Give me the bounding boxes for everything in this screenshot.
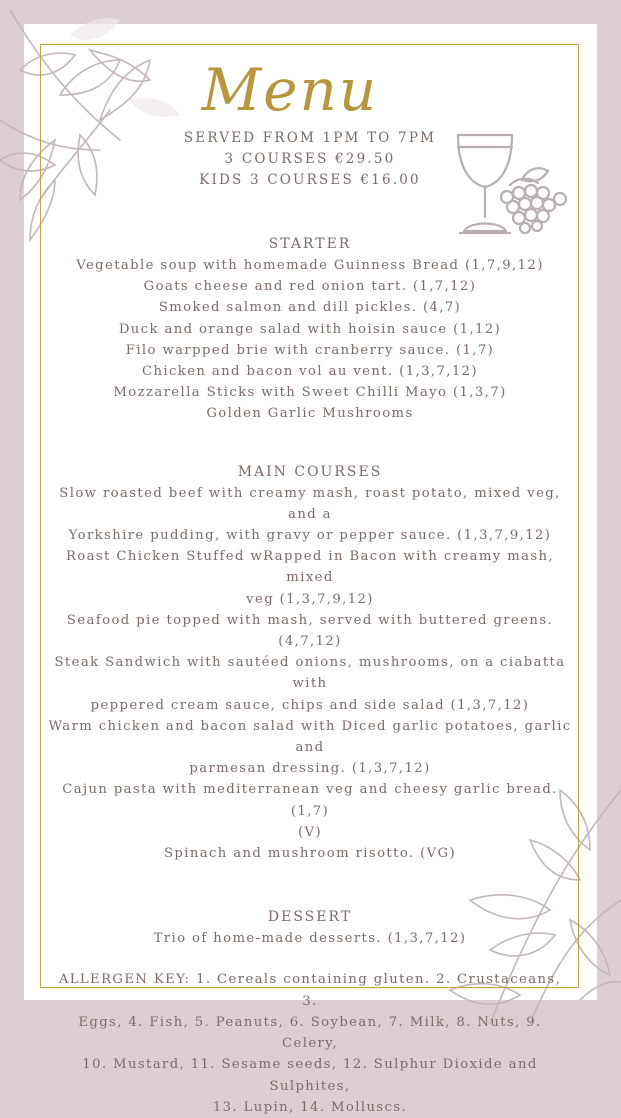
dessert-section (48, 906, 572, 949)
starter-section (48, 233, 572, 425)
service-hours: SERVED FROM 1PM TO 7PM (183, 130, 437, 146)
menu-item: Smoked salmon and dill pickles. (4,7) (158, 300, 462, 316)
menu-item: Vegetable soup with homemade Guinness Bread (1,7,9,12) (76, 258, 544, 273)
allergen-line: ALLERGEN KEY: 1. Cereals containing gluten. 2. Crustaceans, 3. (58, 972, 562, 1009)
menu-item: Trio of home-made desserts. (1,3,7,12) (153, 931, 467, 947)
menu-item: Goats cheese and red onion tart. (1,7,12) (143, 279, 477, 295)
menu-item: Cajun pasta with mediterranean veg and cheesy garlic bread. (1,7) (62, 782, 558, 819)
menu-item: (V) (297, 824, 322, 840)
menu-item: Filo warpped brie with cranberry sauce. (1,7) (125, 342, 495, 358)
menu-title: Menu (201, 56, 379, 124)
main-courses-section (48, 461, 572, 865)
menu-item: Chicken and bacon vol au vent. (1,3,7,12) (142, 364, 478, 380)
menu-item: Golden Garlic Mushrooms (206, 406, 414, 422)
allergen-key (48, 969, 572, 1117)
service-info (48, 128, 572, 191)
menu-item: peppered cream sauce, chips and side salad (1,3,7,12) (90, 697, 530, 713)
menu-item: Seafood pie topped with mash, served with buttered greens. (4,7,12) (66, 612, 554, 650)
allergen-line: 10. Mustard, 11. Sesame seeds, 12. Sulphur Dioxide and Sulphites, (82, 1057, 538, 1094)
section-heading: STARTER (268, 236, 352, 252)
menu-item: Mozzarella Sticks with Sweet Chilli Mayo (1,3,7) (113, 385, 507, 401)
menu-item: Spinach and mushroom risotto. (VG) (163, 846, 457, 862)
menu-item: Roast Chicken Stuffed wRapped in Bacon with creamy mash, mixed (65, 549, 555, 586)
menu-item: veg (1,3,7,9,12) (246, 591, 374, 607)
allergen-line: Eggs, 4. Fish, 5. Peanuts, 6. Soybean, 7. Milk, 8. Nuts, 9. Celery, (78, 1014, 542, 1052)
menu-item: Slow roasted beef with creamy mash, roast potato, mixed veg, and a (59, 485, 561, 522)
menu-item: Duck and orange salad with hoisin sauce (1,12) (118, 321, 502, 337)
allergen-line: 13. Lupin, 14. Molluscs. (212, 1099, 408, 1115)
menu-item: Steak Sandwich with sautéed onions, mushrooms, on a ciabatta with (54, 655, 566, 692)
menu-item: parmesan dressing. (1,3,7,12) (189, 761, 431, 777)
course-price: 3 COURSES €29.50 (224, 151, 396, 167)
kids-course-price: KIDS 3 COURSES €16.00 (199, 172, 421, 188)
menu-content (48, 128, 572, 1118)
section-heading: DESSERT (267, 909, 353, 926)
section-heading: MAIN COURSES (237, 463, 383, 480)
menu-item: Warm chicken and bacon salad with Diced garlic potatoes, garlic and (48, 718, 572, 756)
menu-item: Yorkshire pudding, with gravy or pepper sauce. (1,3,7,9,12) (68, 528, 552, 544)
